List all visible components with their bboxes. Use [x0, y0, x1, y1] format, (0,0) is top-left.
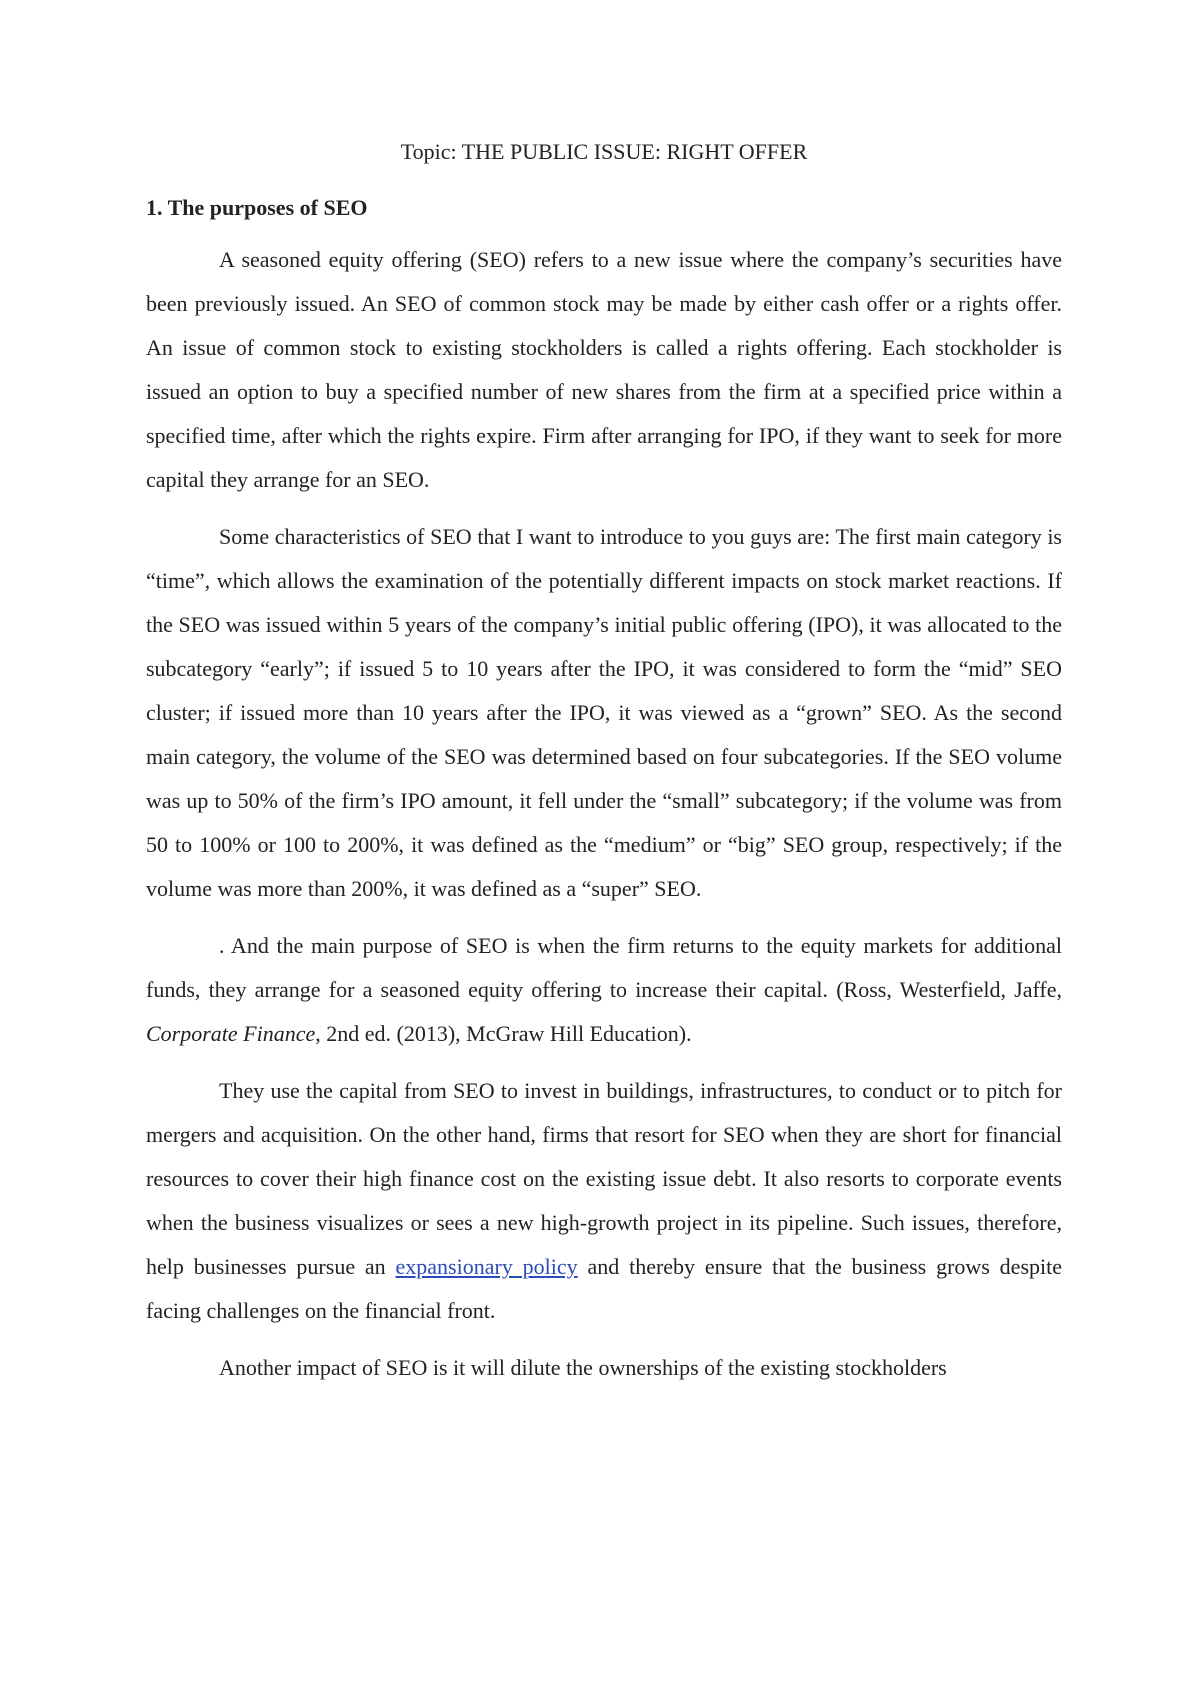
paragraph-seo-purpose-text: . And the main purpose of SEO is when the firm returns to the equity markets for additional funds, they arrange for a seasoned equity offering to increase their capital. (Ross, Westerfield, Jaffe,: [146, 933, 1062, 1002]
book-title: Corporate Finance: [146, 1021, 316, 1046]
paragraph-seo-capital-use-end: and thereby ensure that the business grows despite facing challenges on the financial front.: [146, 1254, 1062, 1323]
document-title: Topic: THE PUBLIC ISSUE: RIGHT OFFER: [400, 139, 808, 164]
document-page: [146, 130, 1062, 1403]
paragraph-seo-purpose-citation: , 2nd ed. (2013), McGraw Hill Education).: [315, 1021, 692, 1046]
paragraph-seo-capital-use-text: They use the capital from SEO to invest in buildings, infrastructures, to conduct or to pitch for mergers and acquisition. On the other hand, firms that resort for SEO when they are short for financial resources to cover their high finance cost on the existing issue debt. It also resorts to corporate events when the business visualizes or sees a new high-growth project in its pipeline. Such issues, therefore, help businesses pursue an: [146, 1078, 1062, 1279]
expansionary-policy-link[interactable]: expansionary policy: [395, 1254, 578, 1279]
paragraph-seo-definition: A seasoned equity offering (SEO) refers to a new issue where the company’s securities have been previously issued. An SEO of common stock may be made by either cash offer or a rights offer. An issue of common stock to existing stockholders is called a rights offering. Each stockholder is issued an option to buy a specified number of new shares from the firm at a specified price within a specified time, after which the rights expire. Firm after arranging for IPO, if they want to seek for more capital they arrange for an SEO.: [146, 247, 1062, 492]
section-heading: 1. The purposes of SEO: [146, 195, 368, 220]
paragraph-seo-purpose: [146, 924, 1062, 1056]
paragraph-seo-characteristics: Some characteristics of SEO that I want to introduce to you guys are: The first main category is “time”, which allows the examination of the potentially different impacts on stock market reactions. If the SEO was issued within 5 years of the company’s initial public offering (IPO), it was allocated to the subcategory “early”; if issued 5 to 10 years after the IPO, it was considered to form the “mid” SEO cluster; if issued more than 10 years after the IPO, it was viewed as a “grown” SEO. As the second main category, the volume of the SEO was determined based on four subcategories. If the SEO volume was up to 50% of the firm’s IPO amount, it fell under the “small” subcategory; if the volume was from 50 to 100% or 100 to 200%, it was defined as the “medium” or “big” SEO group, respectively; if the volume was more than 200%, it was defined as a “super” SEO.: [146, 524, 1062, 901]
paragraph-seo-dilution: Another impact of SEO is it will dilute the ownerships of the existing stockholders: [219, 1355, 947, 1380]
paragraph-seo-capital-use: [146, 1069, 1062, 1333]
